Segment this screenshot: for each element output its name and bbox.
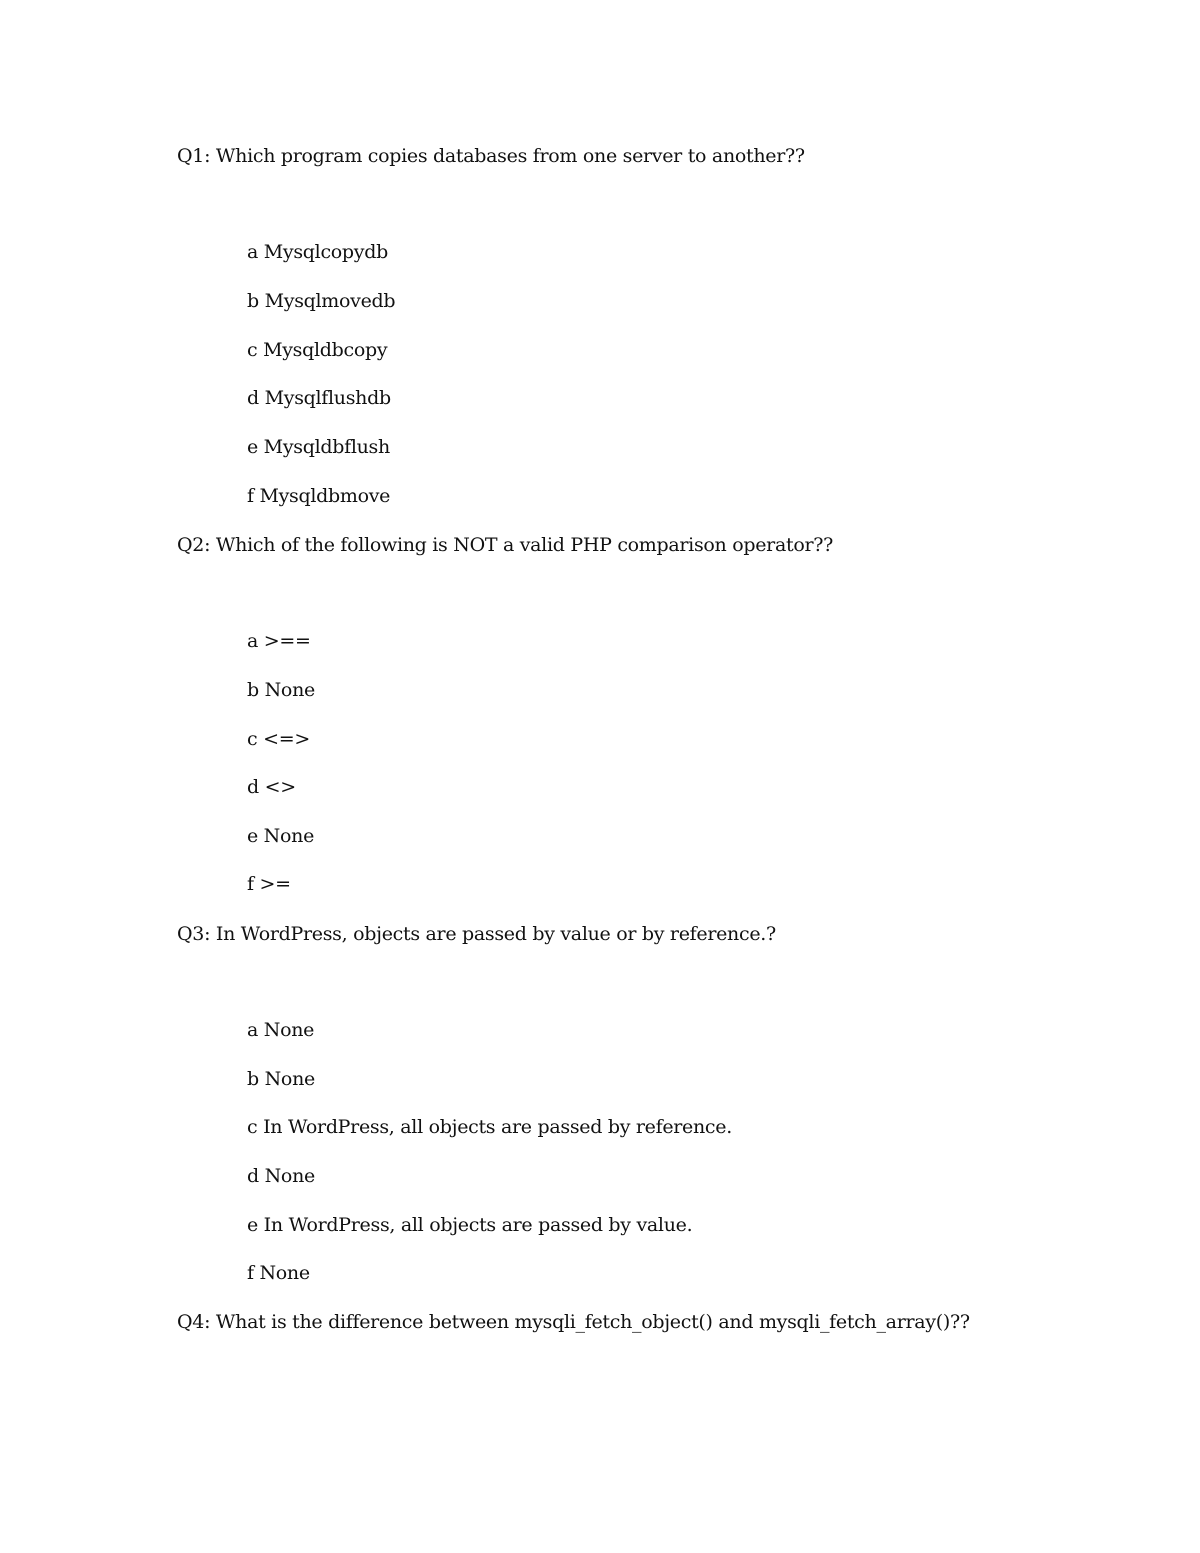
question-3: Q3: In WordPress, objects are passed by value or by reference.? — [177, 923, 776, 945]
question-3-option-d: d None — [247, 1165, 315, 1187]
question-2-option-d: d <> — [247, 776, 296, 798]
question-2-option-c: c <=> — [247, 728, 310, 750]
question-3-option-e: e In WordPress, all objects are passed by value. — [247, 1214, 693, 1236]
question-1-option-a: a Mysqlcopydb — [247, 241, 388, 263]
question-2-option-b: b None — [247, 679, 315, 701]
question-1-option-b: b Mysqlmovedb — [247, 290, 396, 312]
question-2-option-e: e None — [247, 825, 315, 847]
question-2: Q2: Which of the following is NOT a valid PHP comparison operator?? — [177, 534, 834, 556]
question-3-option-a: a None — [247, 1019, 315, 1041]
question-1-option-c: c Mysqldbcopy — [247, 339, 388, 361]
question-4: Q4: What is the difference between mysqli_fetch_object() and mysqli_fetch_array()?? — [177, 1311, 970, 1333]
question-3-option-c: c In WordPress, all objects are passed by reference. — [247, 1116, 732, 1138]
question-2-option-f: f >= — [247, 873, 291, 895]
question-3-option-f: f None — [247, 1262, 310, 1284]
question-1-option-f: f Mysqldbmove — [247, 485, 391, 507]
question-1-option-e: e Mysqldbflush — [247, 436, 390, 458]
question-3-option-b: b None — [247, 1068, 315, 1090]
question-1-option-d: d Mysqlflushdb — [247, 387, 391, 409]
question-1: Q1: Which program copies databases from one server to another?? — [177, 145, 805, 167]
question-2-option-a: a >== — [247, 630, 311, 652]
